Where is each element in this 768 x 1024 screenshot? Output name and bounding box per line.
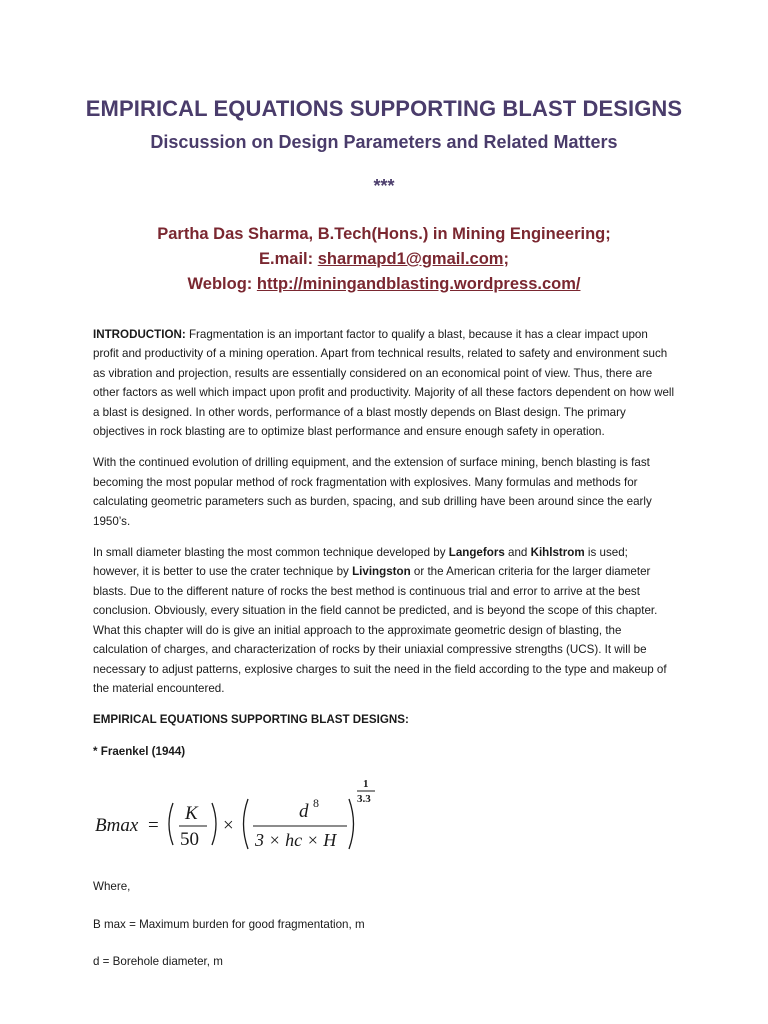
email-label: E.mail:	[259, 250, 318, 268]
section-heading: EMPIRICAL EQUATIONS SUPPORTING BLAST DESIGNS:	[93, 713, 409, 727]
email-line	[0, 247, 768, 272]
formula-exp8: 8	[313, 796, 319, 811]
definition-item: d = Borehole diameter, m	[93, 954, 223, 968]
document-subtitle: Discussion on Design Parameters and Related Matters	[150, 132, 618, 152]
formula-denominator: 3 × hc × H	[255, 830, 337, 851]
email-link[interactable]: sharmapd1@gmail.com	[317, 250, 504, 268]
weblog-label: Weblog:	[187, 275, 257, 293]
where-label: Where,	[93, 880, 131, 894]
definitions	[93, 877, 675, 971]
formula-d: d	[299, 801, 309, 823]
intro-paragraph	[93, 325, 675, 441]
intro-text: Fragmentation is an important factor to qualify a blast, because it has a clear impact upon profit and productivity of a mining operation. Apart from technical results, related to safety and environment such as vibration and projection, results are essentially considered on an economical point of view. Thus, there are other factors as well which impact upon profit and productivity. Majority of all these factors dependent on how well a blast is designed. In other words, performance of a blast mostly depends on Blast design. The primary objectives in rock blasting are to optimize blast performance and ensure enough safety in operation.	[93, 328, 675, 439]
author-block	[0, 222, 768, 297]
author-line: Partha Das Sharma, B.Tech(Hons.) in Mining Engineering;	[157, 225, 611, 243]
para3-text-d: is used; however, it is better to use the crater technique by	[93, 546, 628, 579]
formula-fifty: 50	[180, 829, 199, 851]
formula-svg	[93, 773, 393, 865]
para3-text-a: In small diameter blasting the most common technique developed by	[93, 546, 449, 560]
document-body	[93, 325, 675, 989]
formula-equals: =	[148, 815, 159, 837]
equation-heading: * Fraenkel (1944)	[93, 744, 186, 758]
separator: ***	[373, 176, 395, 196]
formula-paren	[212, 803, 216, 845]
intro-label: INTRODUCTION:	[93, 328, 186, 341]
para3-text-e: or the American criteria for the larger diameter blasts. Due to the different nature of rocks the best method is continuous trial and error to arrive at the best conclusion. Obviously, every situation in the field cannot be predicted, and is beyond the scope of this chapter. What this chapter will do is give an initial approach to the approximate geometric design of blasting, the calculation of charges, and characterization of rocks by their uniaxial compressive strengths (UCS). It will be necessary to adjust patterns, explosive charges to suit the need in the field according to the type and makeup of the material encountered.	[93, 565, 667, 695]
paragraph-drilling: With the continued evolution of drilling equipment, and the extension of surface mining, bench blasting is fast becoming the most popular method of rock fragmentation with explosives. Many formulas and methods for calculating geometric parameters such as burden, spacing, and sub drilling have been around since the early 1950’s.	[93, 456, 652, 528]
para3-langefors: Langefors	[448, 546, 505, 560]
formula-paren	[244, 799, 249, 849]
formula-paren	[169, 803, 173, 845]
formula-times: ×	[223, 815, 234, 837]
formula-lhs: Bmax	[95, 815, 139, 837]
formula-paren	[349, 799, 354, 849]
definition-item: B max = Maximum burden for good fragmentation, m	[93, 917, 365, 931]
paragraph-techniques	[93, 543, 675, 698]
fraenkel-formula	[93, 773, 675, 865]
para3-livingston: Livingston	[352, 565, 411, 579]
para3-text-c: and	[504, 546, 531, 560]
document-title: EMPIRICAL EQUATIONS SUPPORTING BLAST DESIGNS	[85, 96, 683, 121]
weblog-line	[0, 272, 768, 297]
formula-exp-num: 1	[363, 778, 369, 791]
weblog-link[interactable]: http://miningandblasting.wordpress.com/	[256, 275, 581, 293]
para3-kihlstrom: Kihlstrom	[530, 546, 585, 560]
formula-k: K	[185, 803, 198, 825]
email-suffix: ;	[503, 250, 509, 268]
formula-exp-den: 3.3	[357, 793, 371, 806]
